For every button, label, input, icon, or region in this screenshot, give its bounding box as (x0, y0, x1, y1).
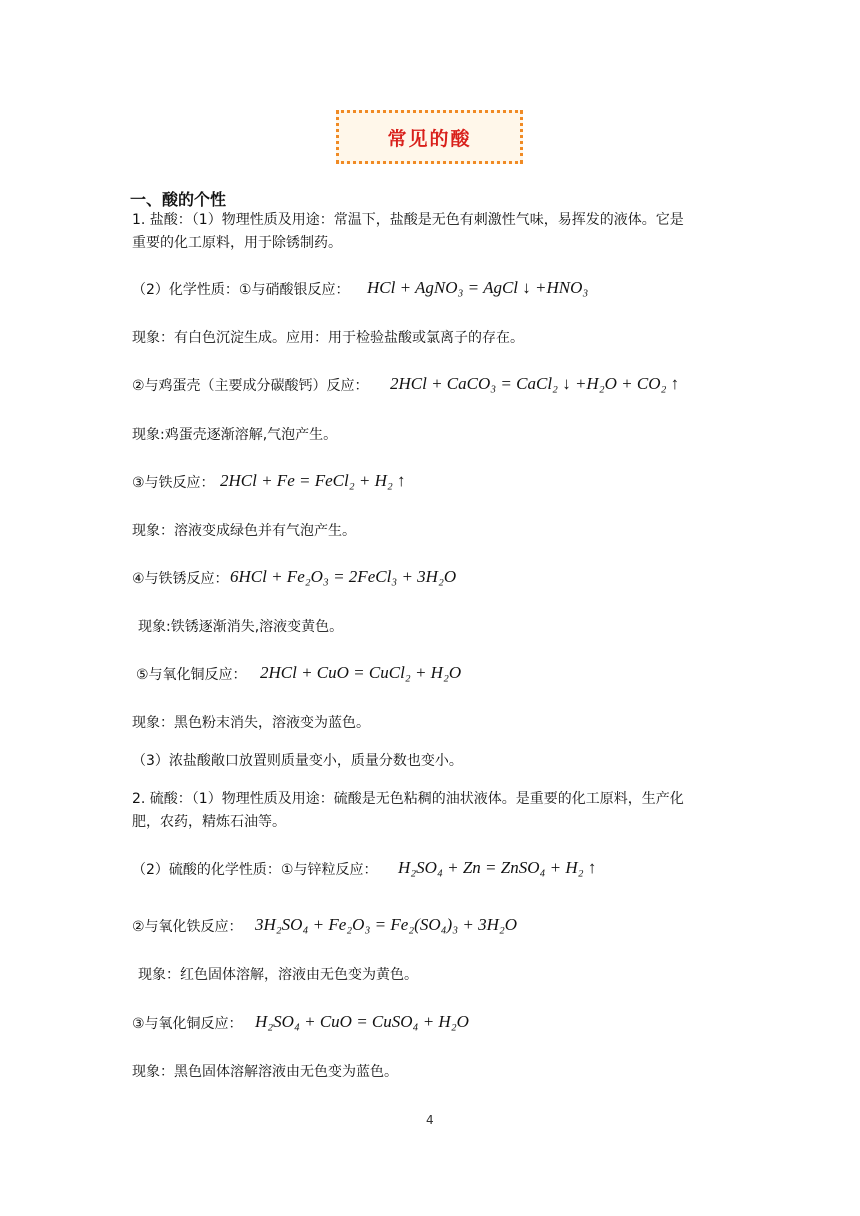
hcl-r2-equation: 2HCl + CaCO₃ = CaCl₂ ↓ +H₂O + CO₂ ↑ (390, 374, 680, 393)
hcl-r1-label: （2）化学性质：①与硝酸银反应： (132, 282, 350, 298)
title-box (336, 110, 523, 164)
h2so4-r2-equation: 3H₂SO₄ + Fe₂O₃ = Fe₂(SO₄)₃ + 3H₂O (255, 915, 518, 934)
page-number: 4 (426, 1113, 434, 1127)
h2so4-intro-line2: 肥，农药，精炼石油等。 (132, 814, 286, 830)
h2so4-r3-equation: H₂SO₄ + CuO = CuSO₄ + H₂O (255, 1012, 469, 1031)
hcl-r2-observation: 现象:鸡蛋壳逐渐溶解,气泡产生。 (132, 427, 338, 443)
hcl-note: （3）浓盐酸敞口放置则质量变小，质量分数也变小。 (132, 753, 463, 769)
hcl-intro-line1: 1. 盐酸：（1）物理性质及用途：常温下，盐酸是无色有刺激性气味，易挥发的液体。它是 (132, 212, 684, 228)
hcl-r1-observation: 现象：有白色沉淀生成。应用：用于检验盐酸或氯离子的存在。 (132, 330, 524, 346)
hcl-intro-line2: 重要的化工原料，用于除锈制药。 (132, 235, 342, 251)
hcl-r4-observation: 现象:铁锈逐渐消失,溶液变黄色。 (138, 619, 344, 635)
section-heading: 一、酸的个性 (130, 190, 227, 209)
h2so4-r3-observation: 现象：黑色固体溶解溶液由无色变为蓝色。 (132, 1064, 398, 1080)
h2so4-intro-line1: 2. 硫酸：（1）物理性质及用途：硫酸是无色粘稠的油状液体。是重要的化工原料，生产化 (132, 791, 684, 807)
h2so4-r3-label: ③与氧化铜反应： (132, 1016, 243, 1032)
page-title: 常见的酸 (387, 127, 472, 150)
hcl-r5-equation: 2HCl + CuO = CuCl₂ + H₂O (260, 663, 462, 682)
hcl-r3-observation: 现象：溶液变成绿色并有气泡产生。 (132, 523, 356, 539)
hcl-r3-label: ③与铁反应： (132, 475, 215, 491)
h2so4-r1-label: （2）硫酸的化学性质：①与锌粒反应： (132, 862, 378, 878)
hcl-r2-label: ②与鸡蛋壳（主要成分碳酸钙）反应： (132, 378, 369, 394)
h2so4-r1-equation: H₂SO₄ + Zn = ZnSO₄ + H₂ ↑ (398, 858, 597, 877)
hcl-r1-equation: HCl + AgNO₃ = AgCl ↓ +HNO₃ (367, 278, 589, 297)
h2so4-r2-label: ②与氧化铁反应： (132, 919, 243, 935)
hcl-r4-equation: 6HCl + Fe₂O₃ = 2FeCl₃ + 3H₂O (230, 567, 457, 586)
hcl-r3-equation: 2HCl + Fe = FeCl₂ + H₂ ↑ (220, 471, 406, 490)
hcl-r5-observation: 现象：黑色粉末消失，溶液变为蓝色。 (132, 715, 370, 731)
hcl-r4-label: ④与铁锈反应： (132, 571, 229, 587)
h2so4-r2-observation: 现象：红色固体溶解，溶液由无色变为黄色。 (138, 967, 418, 983)
hcl-r5-label: ⑤与氧化铜反应： (136, 667, 247, 683)
